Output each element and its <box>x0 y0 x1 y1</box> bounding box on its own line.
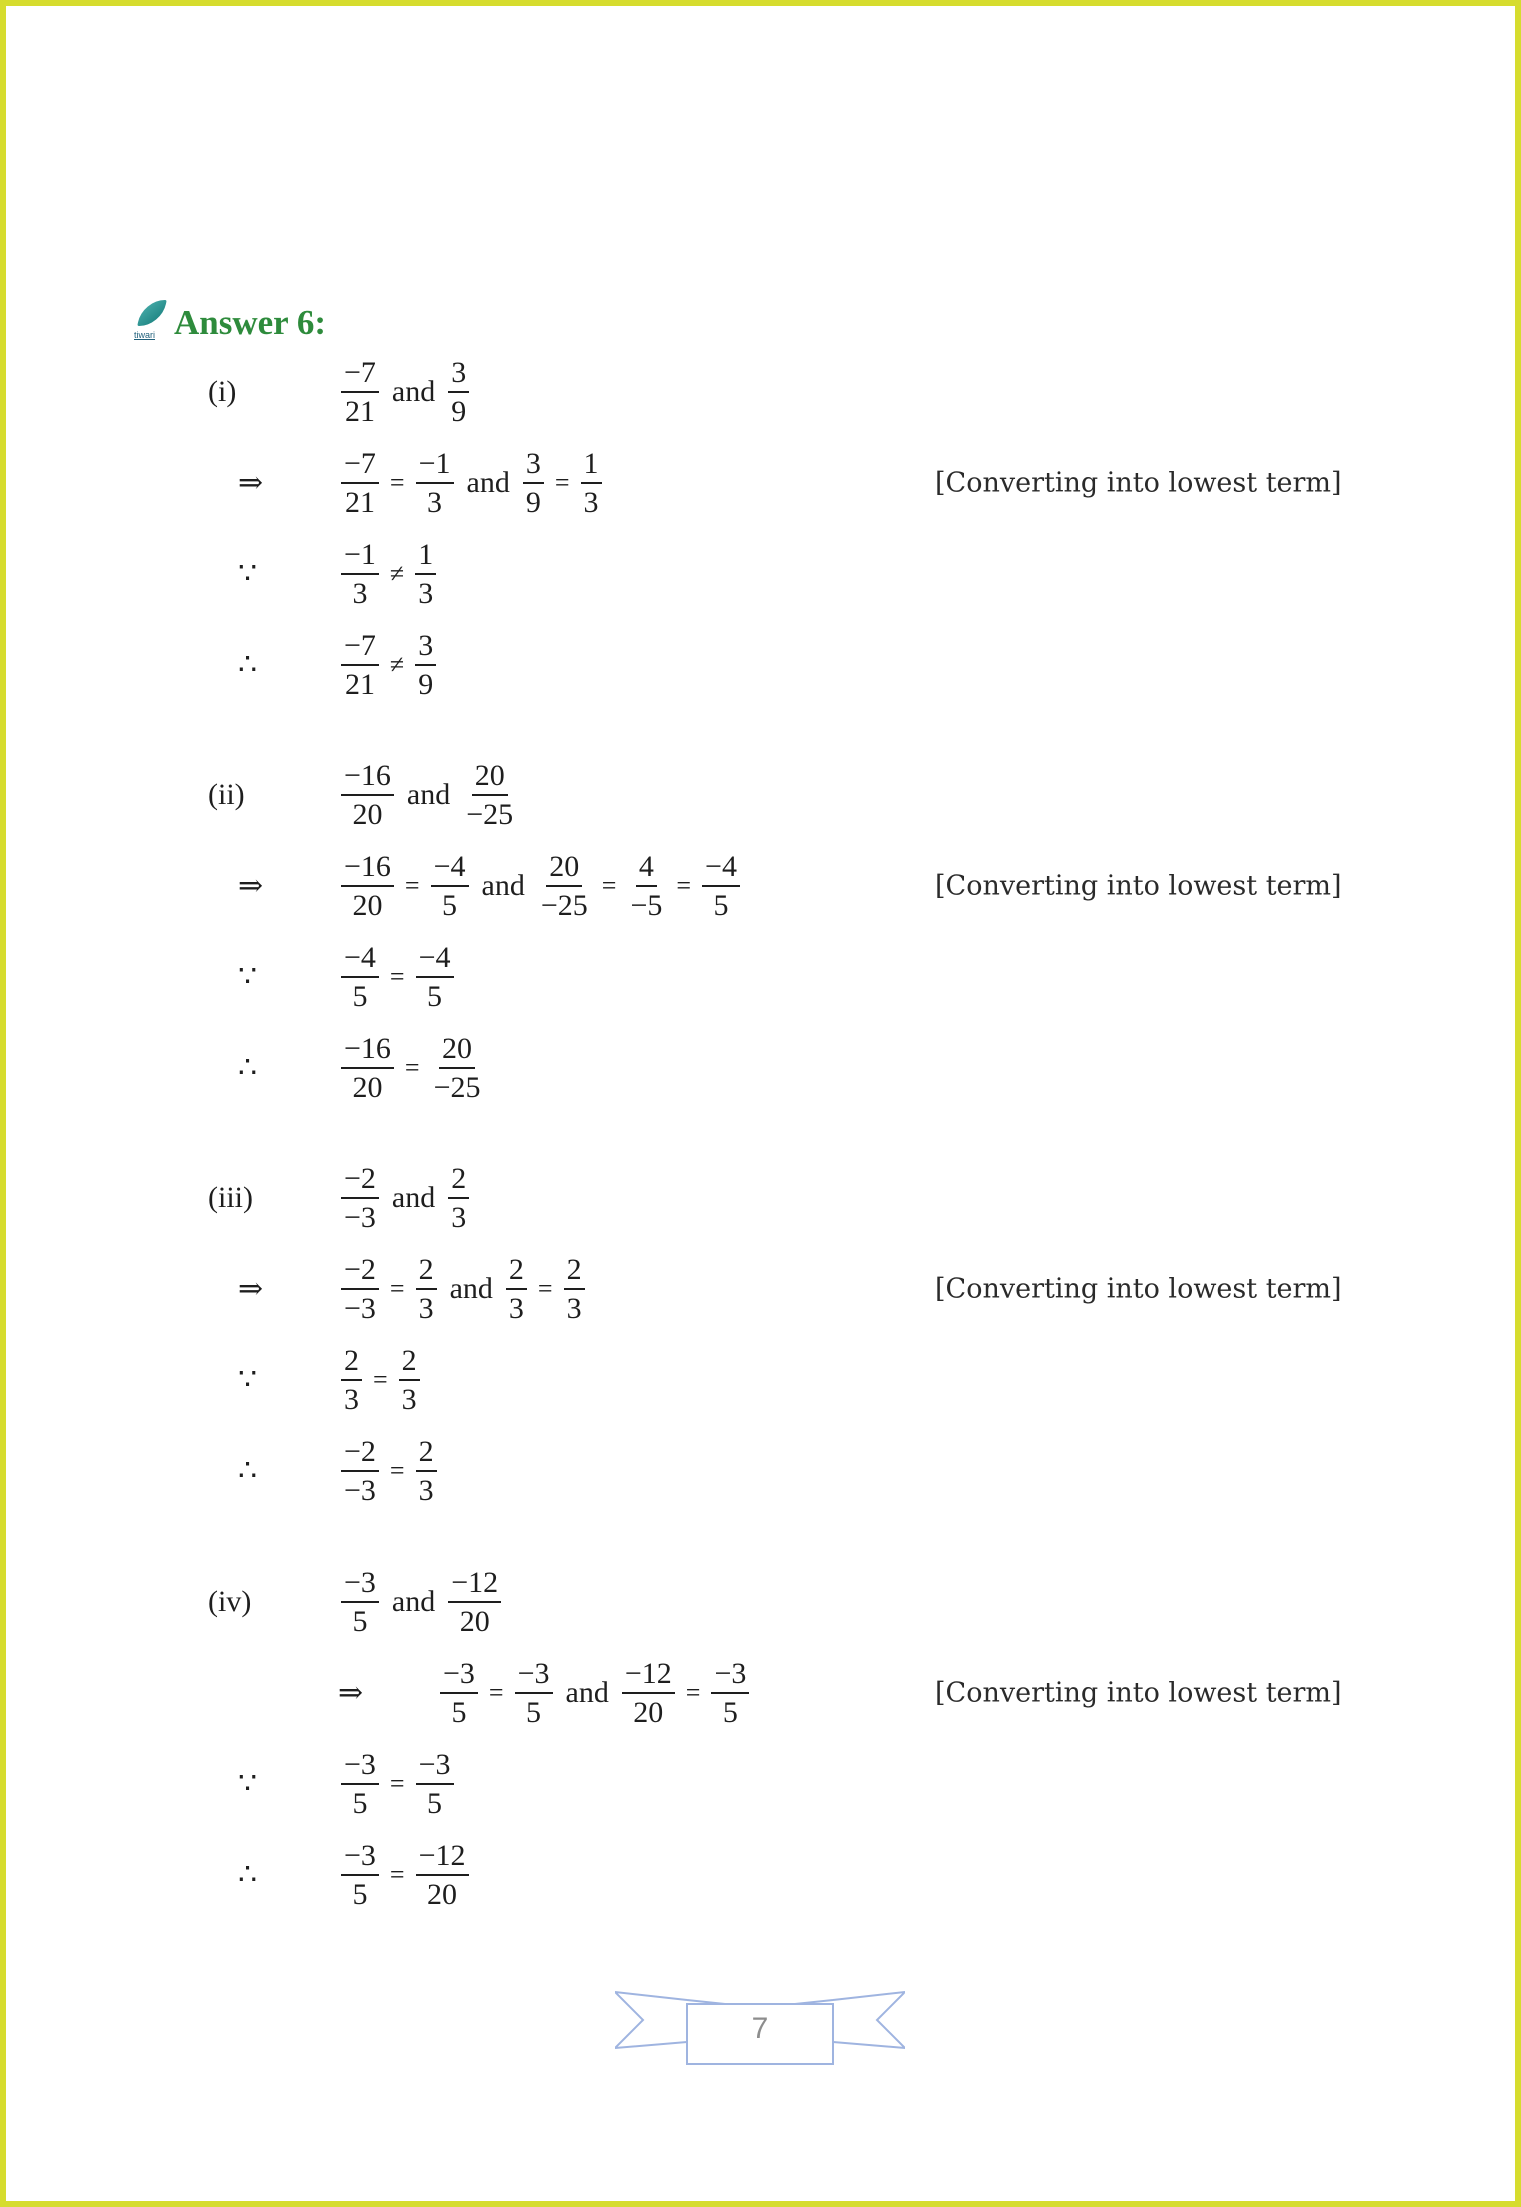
conjunction: and <box>406 778 451 811</box>
conjunction: and <box>391 1181 436 1214</box>
math-expression <box>336 1567 506 1637</box>
answer-title: Answer 6: <box>174 303 326 342</box>
denominator: 9 <box>418 667 434 701</box>
fraction <box>622 1658 675 1728</box>
denominator: 5 <box>451 1695 467 1729</box>
numerator: 2 <box>416 1254 437 1290</box>
fraction <box>341 357 379 427</box>
denominator: 3 <box>344 1382 359 1416</box>
answer-header <box>134 300 326 340</box>
denominator: 20 <box>352 797 383 831</box>
because-symbol: ∵ <box>238 960 258 994</box>
relation-operator: = <box>488 1678 504 1707</box>
fraction <box>415 630 436 700</box>
fraction <box>523 448 544 518</box>
denominator: 21 <box>344 667 375 701</box>
fraction <box>702 851 740 921</box>
part-label: (iii) <box>208 1181 253 1214</box>
part-label: (ii) <box>208 778 245 811</box>
numerator: 2 <box>399 1345 420 1381</box>
numerator: −7 <box>341 630 379 666</box>
denominator: 3 <box>583 485 599 519</box>
numerator: −3 <box>341 1749 379 1785</box>
relation-operator: ≠ <box>389 559 405 588</box>
relation-operator: = <box>389 1274 405 1303</box>
note-converting-lowest-term: [Converting into lowest term] <box>935 1677 1342 1709</box>
math-expression <box>336 1345 425 1415</box>
fraction <box>538 851 591 921</box>
numerator: 3 <box>415 630 436 666</box>
numerator: −1 <box>341 539 379 575</box>
note-converting-lowest-term: [Converting into lowest term] <box>935 467 1342 499</box>
numerator: −3 <box>416 1749 454 1785</box>
fraction <box>341 1254 379 1324</box>
part-label: (iv) <box>208 1585 252 1618</box>
denominator: −3 <box>344 1200 376 1234</box>
math-expression <box>336 1749 459 1819</box>
therefore-symbol: ∴ <box>238 1051 258 1085</box>
numerator: 20 <box>546 851 582 887</box>
math-expression <box>336 1033 489 1103</box>
fraction <box>341 851 394 921</box>
relation-operator: = <box>554 468 570 497</box>
relation-operator: = <box>389 1456 405 1485</box>
numerator: −7 <box>341 357 379 393</box>
denominator: 5 <box>427 979 443 1013</box>
numerator: 2 <box>564 1254 585 1290</box>
numerator: −3 <box>341 1567 379 1603</box>
denominator: 5 <box>427 1786 443 1820</box>
denominator: −25 <box>433 1070 481 1104</box>
note-converting-lowest-term: [Converting into lowest term] <box>935 870 1342 902</box>
math-expression <box>336 357 474 427</box>
fraction <box>341 1345 362 1415</box>
numerator: −4 <box>431 851 469 887</box>
numerator: −1 <box>416 448 454 484</box>
denominator: −25 <box>540 888 588 922</box>
denominator: 20 <box>427 1877 458 1911</box>
page-number-banner <box>615 1990 905 2070</box>
numerator: 2 <box>341 1345 362 1381</box>
fraction <box>341 448 379 518</box>
fraction <box>341 760 394 830</box>
fraction <box>341 1033 394 1103</box>
fraction <box>341 1749 379 1819</box>
relation-operator: = <box>389 1860 405 1889</box>
numerator: −4 <box>702 851 740 887</box>
denominator: 3 <box>418 576 434 610</box>
denominator: 5 <box>442 888 458 922</box>
conjunction: and <box>391 1585 436 1618</box>
math-expression <box>435 1658 754 1728</box>
fraction <box>440 1658 478 1728</box>
numerator: −2 <box>341 1254 379 1290</box>
part-label: (i) <box>208 375 237 408</box>
denominator: 3 <box>451 1200 467 1234</box>
denominator: 20 <box>352 1070 383 1104</box>
denominator: 3 <box>427 485 443 519</box>
numerator: −3 <box>711 1658 749 1694</box>
numerator: −16 <box>341 760 394 796</box>
relation-operator: = <box>685 1678 701 1707</box>
math-expression <box>336 630 441 700</box>
numerator: −4 <box>416 942 454 978</box>
relation-operator: = <box>404 1053 420 1082</box>
numerator: −12 <box>416 1840 469 1876</box>
math-expression <box>336 942 459 1012</box>
fraction <box>711 1658 749 1728</box>
leaf-icon <box>137 300 167 326</box>
conjunction: and <box>565 1676 609 1709</box>
fraction <box>448 357 469 427</box>
fraction <box>416 448 454 518</box>
fraction <box>581 448 602 518</box>
numerator: 20 <box>472 760 508 796</box>
because-symbol: ∵ <box>238 557 258 591</box>
relation-operator: ≠ <box>389 650 405 679</box>
math-expression <box>336 1436 442 1506</box>
fraction <box>416 1749 454 1819</box>
fraction <box>627 851 665 921</box>
denominator: 5 <box>352 1786 368 1820</box>
relation-operator: = <box>601 871 617 900</box>
denominator: 20 <box>633 1695 664 1729</box>
numerator: 2 <box>448 1163 469 1199</box>
conjunction: and <box>391 375 436 408</box>
numerator: −7 <box>341 448 379 484</box>
implies-symbol: ⇒ <box>238 1272 264 1306</box>
denominator: 3 <box>352 576 368 610</box>
denominator: 3 <box>418 1473 434 1507</box>
numerator: −4 <box>341 942 379 978</box>
numerator: 4 <box>636 851 657 887</box>
implies-symbol: ⇒ <box>338 1676 364 1710</box>
numerator: −12 <box>622 1658 675 1694</box>
because-symbol: ∵ <box>238 1363 258 1397</box>
tiwari-logo-icon <box>134 300 168 340</box>
denominator: 21 <box>344 485 375 519</box>
relation-operator: = <box>389 1769 405 1798</box>
fraction <box>564 1254 585 1324</box>
math-expression <box>336 760 521 830</box>
math-expression <box>336 448 607 518</box>
math-expression <box>336 539 441 609</box>
fraction <box>341 1436 379 1506</box>
numerator: 3 <box>523 448 544 484</box>
numerator: −2 <box>341 1436 379 1472</box>
relation-operator: = <box>537 1274 553 1303</box>
denominator: 5 <box>722 1695 738 1729</box>
denominator: 21 <box>344 394 375 428</box>
fraction <box>341 630 379 700</box>
numerator: 1 <box>415 539 436 575</box>
math-expression <box>336 1840 474 1910</box>
numerator: 2 <box>416 1436 437 1472</box>
numerator: −16 <box>341 1033 394 1069</box>
denominator: −5 <box>630 888 663 922</box>
numerator: 20 <box>439 1033 475 1069</box>
because-symbol: ∵ <box>238 1767 258 1801</box>
denominator: −3 <box>344 1473 376 1507</box>
conjunction: and <box>466 466 510 499</box>
fraction <box>416 1840 469 1910</box>
relation-operator: = <box>389 468 405 497</box>
fraction <box>448 1163 469 1233</box>
fraction <box>416 1436 437 1506</box>
fraction <box>416 942 454 1012</box>
denominator: 9 <box>525 485 541 519</box>
math-expression <box>336 1163 474 1233</box>
fraction <box>399 1345 420 1415</box>
conjunction: and <box>481 869 525 902</box>
fraction <box>431 1033 484 1103</box>
denominator: −25 <box>466 797 514 831</box>
fraction <box>416 1254 437 1324</box>
math-expression <box>336 851 745 921</box>
denominator: 5 <box>352 1604 368 1638</box>
numerator: −3 <box>341 1840 379 1876</box>
denominator: 20 <box>459 1604 490 1638</box>
fraction <box>463 760 516 830</box>
fraction <box>341 942 379 1012</box>
fraction <box>341 1567 379 1637</box>
fraction <box>431 851 469 921</box>
fraction <box>515 1658 553 1728</box>
denominator: 5 <box>352 1877 368 1911</box>
numerator: −3 <box>515 1658 553 1694</box>
numerator: 3 <box>448 357 469 393</box>
therefore-symbol: ∴ <box>238 648 258 682</box>
therefore-symbol: ∴ <box>238 1454 258 1488</box>
relation-operator: = <box>676 871 692 900</box>
logo-text: tiwari <box>134 330 156 340</box>
denominator: 5 <box>526 1695 542 1729</box>
relation-operator: = <box>404 871 420 900</box>
denominator: 3 <box>508 1291 524 1325</box>
denominator: 5 <box>713 888 729 922</box>
denominator: −3 <box>344 1291 376 1325</box>
fraction <box>448 1567 501 1637</box>
denominator: 3 <box>418 1291 434 1325</box>
page-number: 7 <box>751 2012 769 2045</box>
therefore-symbol: ∴ <box>238 1858 258 1892</box>
implies-symbol: ⇒ <box>238 869 264 903</box>
conjunction: and <box>449 1272 493 1305</box>
note-converting-lowest-term: [Converting into lowest term] <box>935 1273 1342 1305</box>
denominator: 20 <box>352 888 383 922</box>
numerator: 2 <box>506 1254 527 1290</box>
fraction <box>341 1840 379 1910</box>
denominator: 3 <box>566 1291 582 1325</box>
numerator: −2 <box>341 1163 379 1199</box>
relation-operator: = <box>389 962 405 991</box>
fraction <box>341 539 379 609</box>
math-expression <box>336 1254 590 1324</box>
relation-operator: = <box>373 1365 388 1394</box>
fraction <box>506 1254 527 1324</box>
denominator: 9 <box>451 394 467 428</box>
denominator: 3 <box>401 1382 417 1416</box>
numerator: −3 <box>440 1658 478 1694</box>
fraction <box>415 539 436 609</box>
numerator: −12 <box>448 1567 501 1603</box>
numerator: 1 <box>581 448 602 484</box>
fraction <box>341 1163 379 1233</box>
implies-symbol: ⇒ <box>238 466 264 500</box>
numerator: −16 <box>341 851 394 887</box>
denominator: 5 <box>352 979 368 1013</box>
